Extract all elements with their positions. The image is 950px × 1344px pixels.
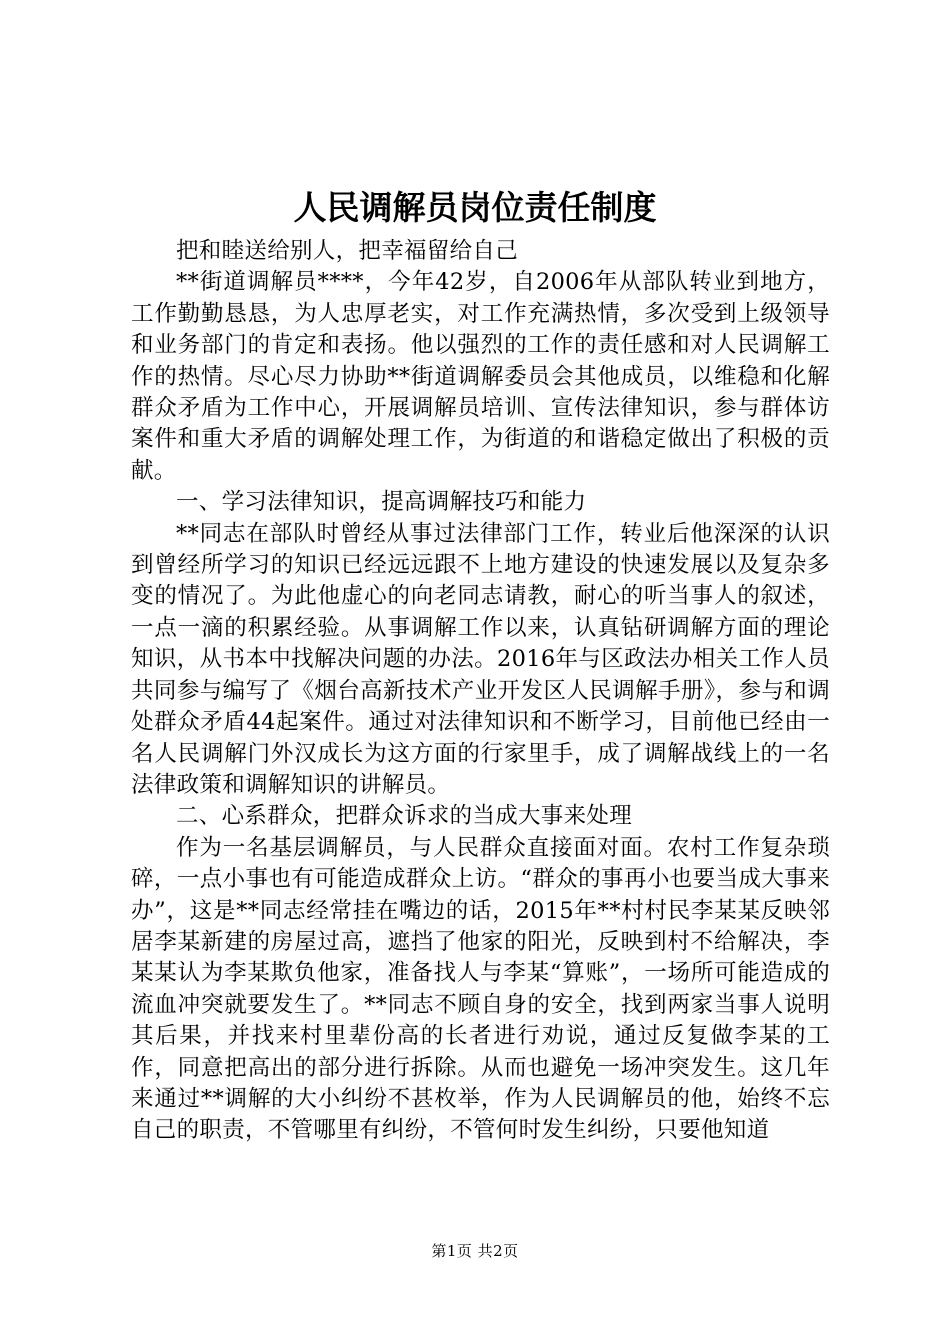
section-1-paragraph: **同志在部队时曾经从事过法律部门工作，转业后他深深的认识到曾经所学习的知识已经远远跟不上地方建设的快速发展以及复杂多变的情况了。为此他虚心的向老同志请教，耐心的听当事人的叙述，一点一滴的积累经验。从事调解工作以来，认真钻研调解方面的理论知识，从书本中找解决问题的办法。2016年与区政法办相关工作人员共同参与编写了《烟台高新技术产业开发区人民调解手册》，参与和调处群众矛盾44起案件。通过对法律知识和不断学习，目前他已经由一名人民调解门外汉成长为这方面的行家里手，成了调解战线上的一名法律政策和调解知识的讲解员。 [131, 520, 830, 798]
section-1-heading: 一、学习法律知识，提高调解技巧和能力 [176, 489, 587, 516]
page-footer: 第1页 共2页 [431, 1242, 519, 1260]
document-title: 人民调解员岗位责任制度 [293, 188, 657, 227]
section-2-paragraph: 作为一名基层调解员，与人民群众直接面对面。农村工作复杂琐碎，一点小事也有可能造成群众上访。“群众的事再小也要当成大事来办”，这是**同志经常挂在嘴边的话，2015年**村村民李某某反映邻居李某新建的房屋过高，遮挡了他家的阳光，反映到村不给解决，李某某认为李某欺负他家，准备找人与李某“算账”，一场所可能造成的流血冲突就要发生了。**同志不顾自身的安全，找到两家当事人说明其后果，并找来村里辈份高的长者进行劝说，通过反复做李某的工作，同意把高出的部分进行拆除。从而也避免一场冲突发生。这几年来通过**调解的大小纠纷不甚枚举，作为人民调解员的他，始终不忘自己的职责，不管哪里有纠纷，不管何时发生纠纷，只要他知道 [131, 834, 830, 1144]
intro-paragraph: **街道调解员****，今年42岁，自2006年从部队转业到地方，工作勤勤恳恳，为人忠厚老实，对工作充满热情，多次受到上级领导和业务部门的肯定和表扬。他以强烈的工作的责任感和对人民调解工作的热情。尽心尽力协助**街道调解委员会其他成员，以维稳和化解群众矛盾为工作中心，开展调解员培训、宣传法律知识，参与群体访案件和重大矛盾的调解处理工作，为街道的和谐稳定做出了积极的贡献。 [131, 269, 830, 484]
section-2-heading: 二、心系群众，把群众诉求的当成大事来处理 [176, 803, 633, 830]
document-body [131, 236, 830, 1147]
document-subtitle: 把和睦送给别人，把幸福留给自己 [176, 238, 519, 264]
